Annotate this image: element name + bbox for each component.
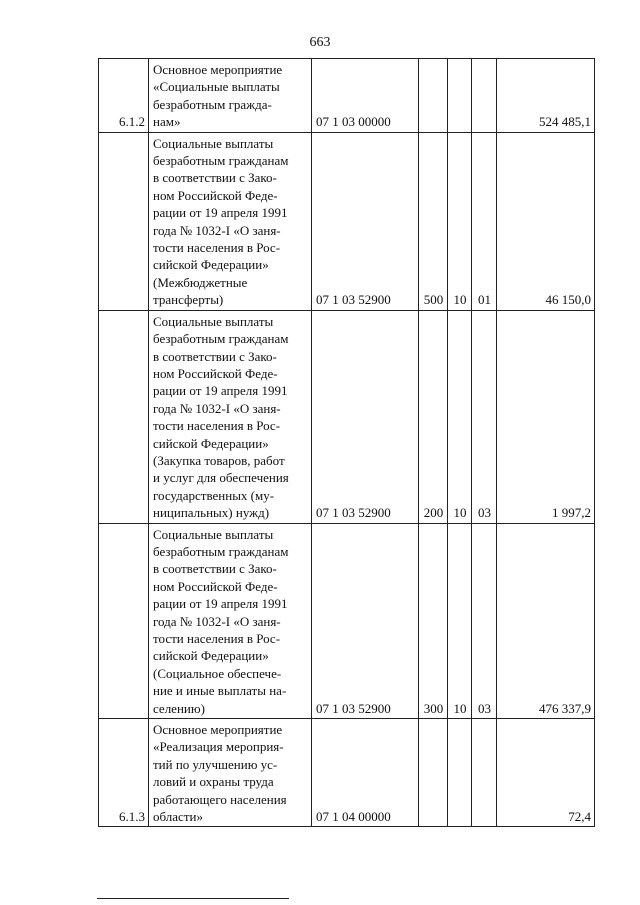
target-code: 07 1 03 52900 bbox=[312, 310, 419, 523]
subsection-code: 03 bbox=[472, 310, 497, 523]
amount: 1 997,2 bbox=[497, 310, 595, 523]
subsection-code: 03 bbox=[472, 523, 497, 718]
amount: 72,4 bbox=[497, 719, 595, 827]
row-name-line: (Социальное обеспече- bbox=[153, 665, 282, 681]
row-name-line: безработным гражданам bbox=[153, 331, 289, 347]
row-name-line: Социальные выплаты bbox=[153, 135, 274, 151]
row-name bbox=[149, 132, 312, 310]
row-name-line: в соответствии с Зако- bbox=[153, 561, 277, 577]
row-name-line: ном Российской Феде- bbox=[153, 365, 278, 381]
row-name-line: года № 1032-I «О заня- bbox=[153, 613, 281, 629]
amount: 524 485,1 bbox=[497, 59, 595, 133]
row-number: 6.1.3 bbox=[99, 719, 149, 827]
row-number bbox=[99, 132, 149, 310]
subsection-code bbox=[472, 719, 497, 827]
expense-type: 500 bbox=[419, 132, 448, 310]
row-name-line: «Реализация мероприя- bbox=[153, 739, 284, 755]
table-row bbox=[99, 59, 595, 133]
target-code: 07 1 03 00000 bbox=[312, 59, 419, 133]
row-name-line: нам» bbox=[153, 114, 181, 130]
expense-type bbox=[419, 59, 448, 133]
row-name-line: ниципальных) нужд) bbox=[153, 505, 270, 521]
row-name-line: рации от 19 апреля 1991 bbox=[153, 596, 288, 612]
row-name-line: ловий и охраны труда bbox=[153, 774, 274, 790]
amount: 476 337,9 bbox=[497, 523, 595, 718]
table-row bbox=[99, 310, 595, 523]
row-name-line: года № 1032-I «О заня- bbox=[153, 400, 281, 416]
section-code: 10 bbox=[448, 523, 472, 718]
row-name-line: ние и иные выплаты на- bbox=[153, 683, 287, 699]
amount: 46 150,0 bbox=[497, 132, 595, 310]
row-name-line: селению) bbox=[153, 700, 205, 716]
section-code bbox=[448, 719, 472, 827]
row-number: 6.1.2 bbox=[99, 59, 149, 133]
row-name-line: безработным гражда- bbox=[153, 96, 272, 112]
expense-type bbox=[419, 719, 448, 827]
subsection-code bbox=[472, 59, 497, 133]
row-name-line: рации от 19 апреля 1991 bbox=[153, 383, 288, 399]
row-name-line: рации от 19 апреля 1991 bbox=[153, 205, 288, 221]
target-code: 07 1 04 00000 bbox=[312, 719, 419, 827]
row-name bbox=[149, 523, 312, 718]
row-name-line: Основное мероприятие bbox=[153, 62, 283, 77]
row-name-line: сийской Федерации» bbox=[153, 648, 269, 664]
table-row bbox=[99, 719, 595, 827]
target-code: 07 1 03 52900 bbox=[312, 523, 419, 718]
row-name-line: тости населения в Рос- bbox=[153, 418, 281, 434]
section-code: 10 bbox=[448, 310, 472, 523]
subsection-code: 01 bbox=[472, 132, 497, 310]
row-name-line: Основное мероприятие bbox=[153, 722, 283, 738]
row-name-line: ном Российской Феде- bbox=[153, 578, 278, 594]
row-name-line: (Межбюджетные bbox=[153, 274, 248, 290]
row-number bbox=[99, 523, 149, 718]
row-name-line: тий по улучшению ус- bbox=[153, 756, 278, 772]
expense-type: 200 bbox=[419, 310, 448, 523]
row-name-line: Социальные выплаты bbox=[153, 526, 274, 542]
target-code: 07 1 03 52900 bbox=[312, 132, 419, 310]
page-number: 663 bbox=[309, 35, 331, 50]
row-name bbox=[149, 719, 312, 827]
row-name-line: безработным гражданам bbox=[153, 543, 289, 559]
row-name-line: сийской Федерации» bbox=[153, 257, 269, 273]
footer-rule bbox=[97, 898, 289, 899]
row-name-line: ном Российской Феде- bbox=[153, 187, 278, 203]
row-name-line: в соответствии с Зако- bbox=[153, 170, 277, 186]
row-number bbox=[99, 310, 149, 523]
row-name-line: (Закупка товаров, работ bbox=[153, 452, 285, 468]
row-name-line: государственных (му- bbox=[153, 487, 275, 503]
row-name-line: тости населения в Рос- bbox=[153, 240, 281, 256]
row-name-line: в соответствии с Зако- bbox=[153, 348, 277, 364]
table-body bbox=[99, 59, 595, 827]
row-name-line: сийской Федерации» bbox=[153, 435, 269, 451]
section-code: 10 bbox=[448, 132, 472, 310]
expense-type: 300 bbox=[419, 523, 448, 718]
row-name-line: Социальные выплаты bbox=[153, 313, 274, 329]
row-name-line: работающего населения bbox=[153, 791, 287, 807]
row-name-line: и услуг для обеспечения bbox=[153, 470, 289, 486]
row-name-line: года № 1032-I «О заня- bbox=[153, 222, 281, 238]
row-name-line: области» bbox=[153, 809, 203, 825]
row-name-line: тости населения в Рос- bbox=[153, 631, 281, 646]
table-row bbox=[99, 523, 595, 718]
budget-table bbox=[98, 58, 595, 827]
table-row bbox=[99, 132, 595, 310]
row-name bbox=[149, 310, 312, 523]
section-code bbox=[448, 59, 472, 133]
row-name-line: трансферты) bbox=[153, 292, 224, 308]
row-name-line: безработным гражданам bbox=[153, 153, 289, 169]
row-name-line: «Социальные выплаты bbox=[153, 79, 280, 95]
row-name bbox=[149, 59, 312, 133]
